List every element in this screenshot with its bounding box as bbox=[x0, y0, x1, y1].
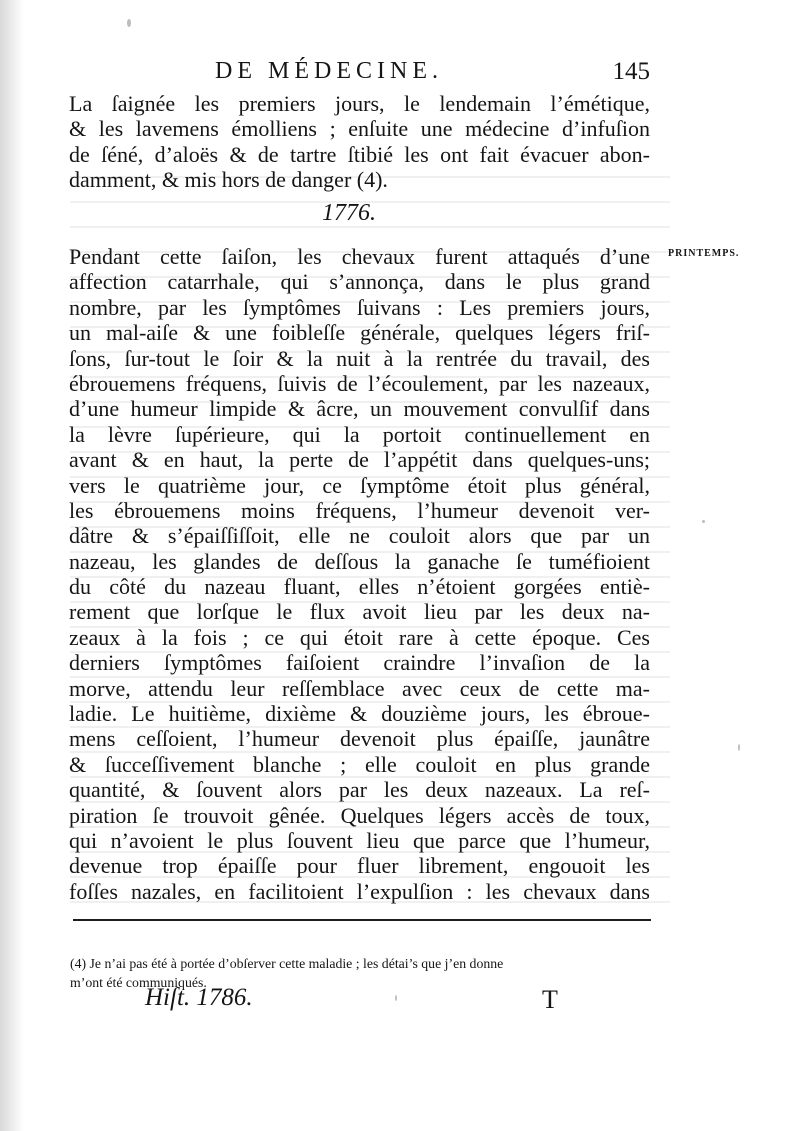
text-line: avant & en haut, la perte de l’appétit dans quelques-uns; bbox=[69, 447, 650, 473]
text-line: ladie. Le huitième, dixième & douzième jours, les ébroue- bbox=[69, 701, 650, 727]
text-line: devenue trop épaiſſe pour fluer librement, engouoit les bbox=[69, 853, 650, 879]
text-line: & les lavemens émolliens ; enſuite une médecine d’infuſion bbox=[69, 116, 650, 142]
text-line: les ébrouemens moins fréquens, l’humeur devenoit ver- bbox=[69, 497, 650, 523]
text-line: affection catarrhale, qui s’annonça, dans le plus grand bbox=[69, 269, 650, 295]
text-line: rement que lorſque le flux avoit lieu par les deux na- bbox=[69, 599, 650, 625]
text-line: quantité, & ſouvent alors par les deux nazeaux. La reſ- bbox=[69, 777, 650, 803]
text-line: zeaux à la fois ; ce qui étoit rare à cette époque. Ces bbox=[69, 624, 650, 650]
year-heading: 1776. bbox=[322, 200, 376, 226]
text-line: derniers ſymptômes faiſoient craindre l’invaſion de la bbox=[69, 650, 650, 676]
footnote-line: m’ont été communiqués. bbox=[70, 975, 207, 990]
text-line: d’une humeur limpide & âcre, un mouvement convulſif dans bbox=[69, 396, 650, 422]
main-text-block bbox=[69, 91, 650, 193]
print-speck bbox=[738, 744, 740, 751]
text-line: morve, attendu leur reſſemblace avec ceux de cette ma- bbox=[69, 675, 650, 701]
text-line: & ſucceſſivement blanche ; elle couloit en plus grande bbox=[69, 751, 650, 777]
page-header bbox=[215, 58, 650, 92]
text-line: piration ſe trouvoit gênée. Quelques légers accès de toux, bbox=[69, 802, 650, 828]
text-line: foſſes nazales, en facilitoient l’expulſion : les chevaux dans bbox=[69, 878, 650, 904]
signature-mark: Hiſt. 1786. bbox=[145, 984, 253, 1011]
page-number: 145 bbox=[612, 58, 650, 85]
text-line: dâtre & s’épaiſſiſſoit, elle ne couloit alors que par un bbox=[69, 523, 650, 549]
page-edge-shadow bbox=[0, 0, 24, 1131]
text-line: un mal-aiſe & une foibleſſe générale, quelques légers friſ- bbox=[69, 320, 650, 346]
text-line: ſons, ſur-tout le ſoir & la nuit à la rentrée du travail, des bbox=[69, 345, 650, 371]
text-line: vers le quatrième jour, ce ſymptôme étoit plus général, bbox=[69, 472, 650, 498]
running-title: DE MÉDECINE. bbox=[215, 58, 443, 84]
print-speck bbox=[395, 995, 397, 1001]
text-line: qui n’avoient le plus ſouvent lieu que parce que l’humeur, bbox=[69, 827, 650, 853]
footnote-line: (4) Je n’ai pas été à portée d’obſerver cette maladie ; les détai’s que j’en donne bbox=[70, 956, 504, 971]
text-line: ébrouemens fréquens, ſuivis de l’écoulement, par les nazeaux, bbox=[69, 370, 650, 396]
print-speck bbox=[702, 520, 705, 523]
season-paragraph bbox=[69, 244, 650, 904]
text-line: La ſaignée les premiers jours, le lendemain l’émétique, bbox=[69, 91, 650, 116]
text-line: nombre, par les ſymptômes ſuivans : Les premiers jours, bbox=[69, 294, 650, 320]
text-line: Pendant cette ſaiſon, les chevaux furent attaqués d’une bbox=[69, 244, 650, 269]
catchword: T bbox=[542, 985, 558, 1014]
text-line: du côté du nazeau fluant, elles n’étoient gorgées entiè- bbox=[69, 574, 650, 600]
text-line: la lèvre ſupérieure, qui la portoit continuellement en bbox=[69, 421, 650, 447]
text-line: mens ceſſoient, l’humeur devenoit plus épaiſſe, jaunâtre bbox=[69, 726, 650, 752]
text-line: de ſéné, d’aloës & de tartre ſtibié les ont fait évacuer abon- bbox=[69, 141, 650, 167]
footnote-divider bbox=[73, 919, 651, 921]
print-speck bbox=[127, 19, 131, 27]
text-line: nazeau, les glandes de deſſous la ganache ſe tuméfioient bbox=[69, 548, 650, 574]
text-line: damment, & mis hors de danger (4). bbox=[69, 167, 388, 193]
margin-note: PRINTEMPS. bbox=[668, 248, 740, 259]
